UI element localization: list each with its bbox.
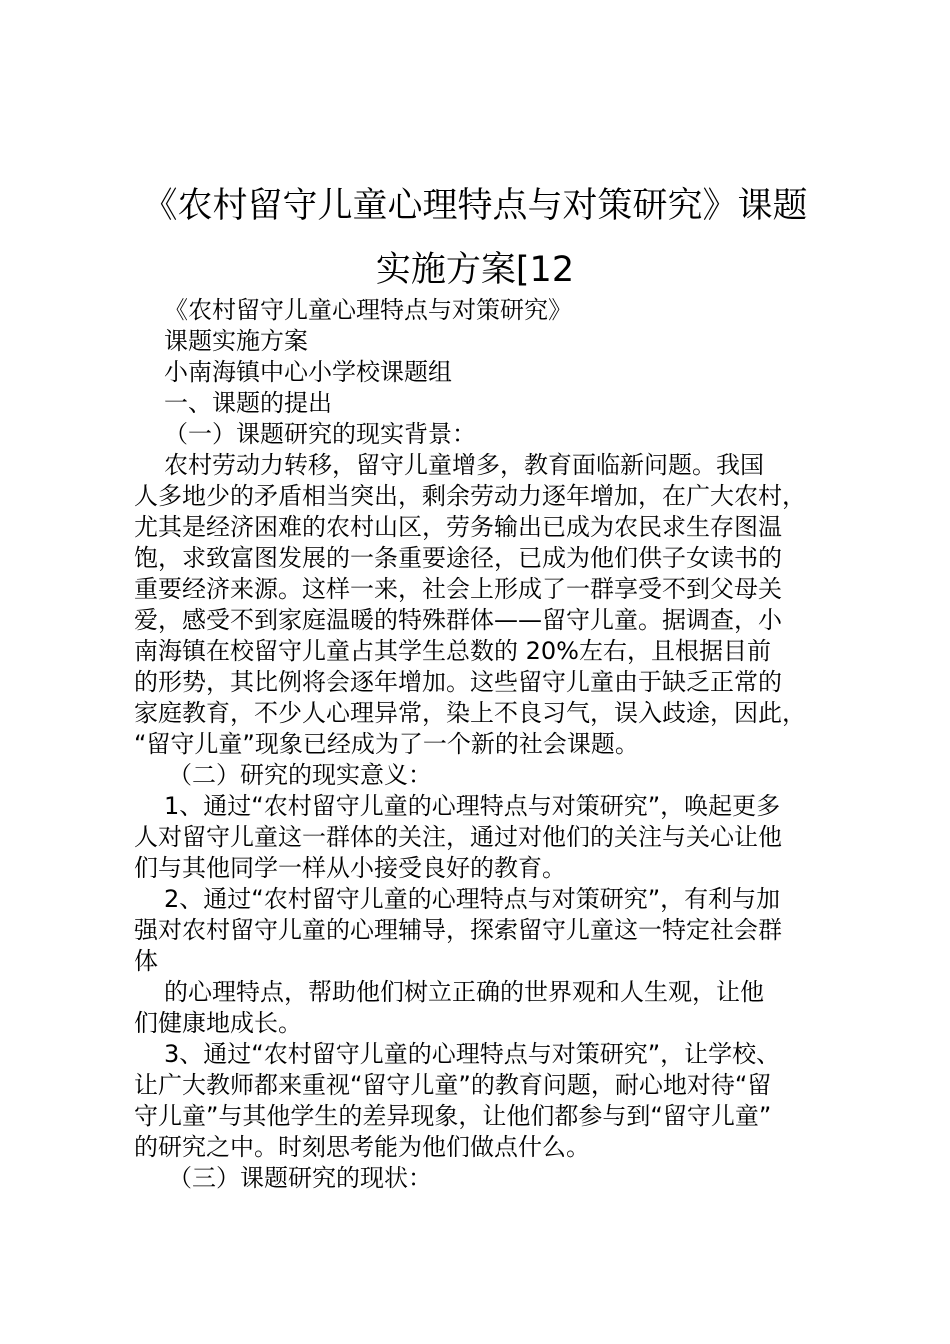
paragraph-line: 人对留守儿童这一群体的关注，通过对他们的关注与关心让他 <box>134 823 782 851</box>
paragraph-line: 重要经济来源。这样一来，社会上形成了一群享受不到父母关 <box>134 575 782 603</box>
subsection-heading: （二）研究的现实意义： <box>168 761 432 789</box>
paragraph-line: 1、通过“农村留守儿童的心理特点与对策研究”，唤起更多 <box>164 792 781 820</box>
paragraph-line: 让广大教师都来重视“留守儿童”的教育问题，耐心地对待“留 <box>134 1071 772 1099</box>
paragraph-line: 尤其是经济困难的农村山区，劳务输出已成为农民求生存图温 <box>134 513 782 541</box>
paragraph-line: 的研究之中。时刻思考能为他们做点什么。 <box>134 1133 590 1161</box>
paragraph-line: 强对农村留守儿童的心理辅导，探索留守儿童这一特定社会群 <box>134 916 782 944</box>
paragraph-line: “留守儿童”现象已经成为了一个新的社会课题。 <box>134 730 639 758</box>
paragraph-line: 体 <box>134 947 158 975</box>
document-title-line-2: 实施方案[12 <box>375 250 575 290</box>
paragraph-line: 家庭教育，不少人心理异常，染上不良习气，误入歧途，因此， <box>134 699 806 727</box>
document-title-line-1: 《农村留守儿童心理特点与对策研究》课题 <box>142 186 808 226</box>
paragraph-line: 守儿童”与其他学生的差异现象，让他们都参与到“留守儿童” <box>134 1102 772 1130</box>
paragraph-line: 人多地少的矛盾相当突出，剩余劳动力逐年增加，在广大农村， <box>134 482 806 510</box>
paragraph-line: 农村劳动力转移，留守儿童增多，教育面临新问题。我国 <box>164 451 764 479</box>
paragraph-line: 的心理特点，帮助他们树立正确的世界观和人生观，让他 <box>164 978 764 1006</box>
section-heading: 一、课题的提出 <box>164 389 332 417</box>
paragraph-line: 的形势，其比例将会逐年增加。这些留守儿童由于缺乏正常的 <box>134 668 782 696</box>
subtitle-line: 《农村留守儿童心理特点与对策研究》 <box>164 296 572 324</box>
document-body <box>134 295 854 1194</box>
paragraph-line: 3、通过“农村留守儿童的心理特点与对策研究”，让学校、 <box>164 1040 781 1068</box>
subsection-heading: （三）课题研究的现状： <box>168 1164 432 1192</box>
paragraph-line: 饱，求致富图发展的一条重要途径，已成为他们供子女读书的 <box>134 544 782 572</box>
paragraph-line: 南海镇在校留守儿童占其学生总数的 20%左右，且根据目前 <box>134 637 771 665</box>
paragraph-line: 们与其他同学一样从小接受良好的教育。 <box>134 854 566 882</box>
paragraph-line: 爱，感受不到家庭温暖的特殊群体——留守儿童。据调查，小 <box>134 606 782 634</box>
subtitle-line: 课题实施方案 <box>164 327 308 355</box>
paragraph-line: 们健康地成长。 <box>134 1009 302 1037</box>
author-line: 小南海镇中心小学校课题组 <box>164 358 452 386</box>
paragraph-line: 2、通过“农村留守儿童的心理特点与对策研究”，有利与加 <box>164 885 781 913</box>
subsection-heading: （一）课题研究的现实背景： <box>164 420 476 448</box>
